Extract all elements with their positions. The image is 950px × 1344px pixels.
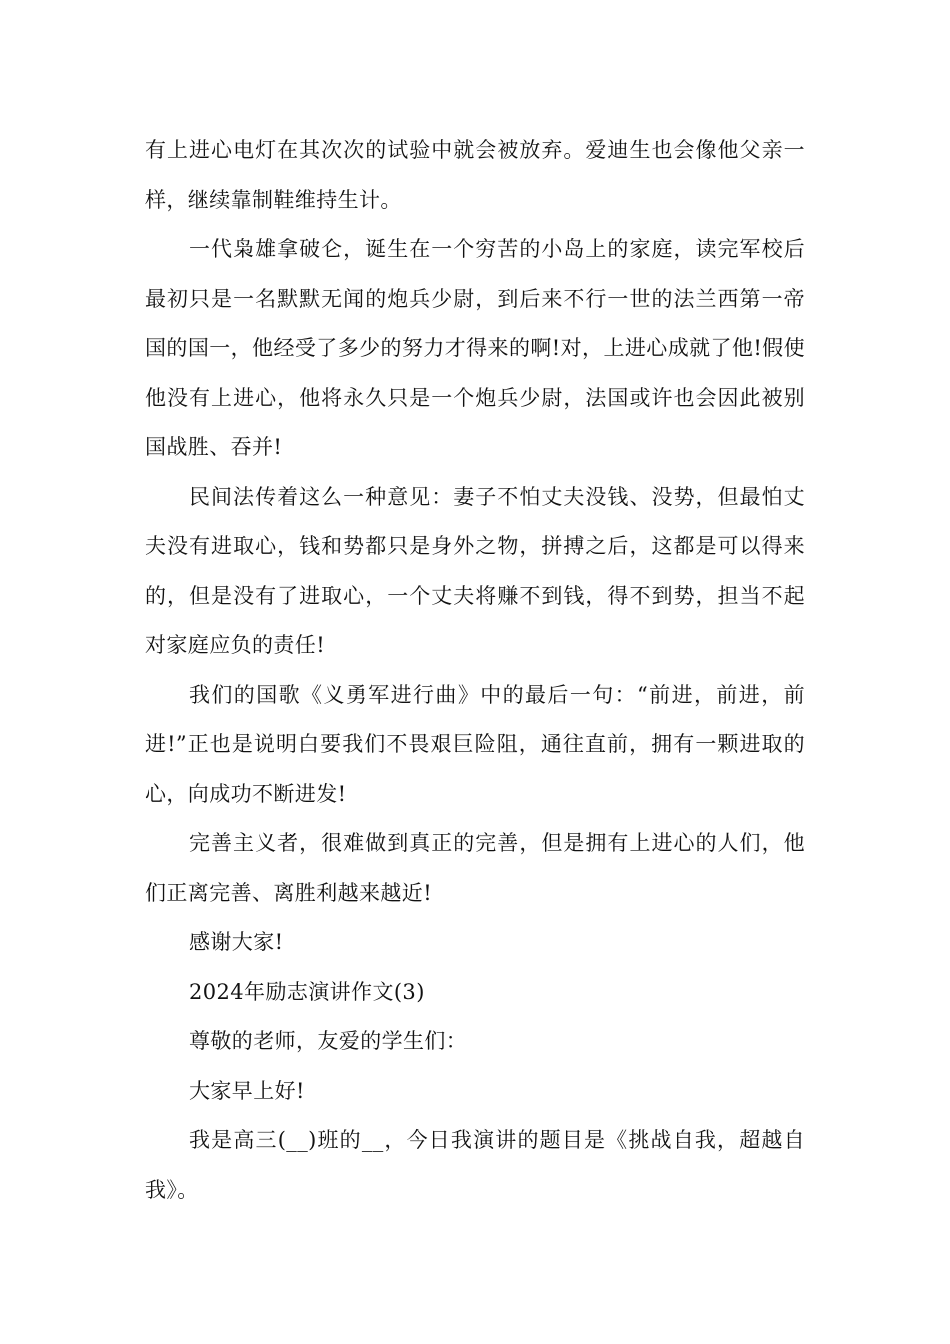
section-heading: 2024年励志演讲作文(3) <box>189 979 425 1004</box>
paragraph-national-anthem: 我们的国歌《义勇军进行曲》中的最后一句：“前进，前进，前进!”正也是说明白要我们不畏艰巨险阻，通往直前，拥有一颗进取的心，向成功不断进发! <box>145 682 805 806</box>
paragraph-introduction: 我是高三(__)班的__，今日我演讲的题目是《挑战自我，超越自我》。 <box>145 1128 805 1202</box>
paragraph-edison-continuation: 有上进心电灯在其次次的试验中就会被放弃。爱迪生也会像他父亲一样，继续靠制鞋维持生计。 <box>145 138 805 212</box>
paragraph-salutation: 尊敬的老师，友爱的学生们： <box>189 1029 468 1053</box>
paragraph-greeting: 大家早上好! <box>189 1078 305 1103</box>
paragraph-folk-saying: 民间法传着这么一种意见：妻子不怕丈夫没钱、没势，但最怕丈夫没有进取心，钱和势都只是身外之物，拼搏之后，这都是可以得来的，但是没有了进取心，一个丈夫将赚不到钱，得不到势，担当不起对家庭应负的责任! <box>145 484 805 657</box>
document-body <box>145 126 805 1215</box>
paragraph-thanks: 感谢大家! <box>189 930 284 954</box>
paragraph-napoleon: 一代枭雄拿破仑，诞生在一个穷苦的小岛上的家庭，读完军校后最初只是一名默默无闻的炮兵少尉，到后来不行一世的法兰西第一帝国的国一，他经受了多少的努力才得来的啊!对，上进心成就了他!假使他没有上进心，他将永久只是一个炮兵少尉，法国或许也会因此被别国战胜、吞并! <box>145 237 805 459</box>
paragraph-perfectionist: 完善主义者，很难做到真正的完善，但是拥有上进心的人们，他们正离完善、离胜利越来越近! <box>145 831 805 905</box>
